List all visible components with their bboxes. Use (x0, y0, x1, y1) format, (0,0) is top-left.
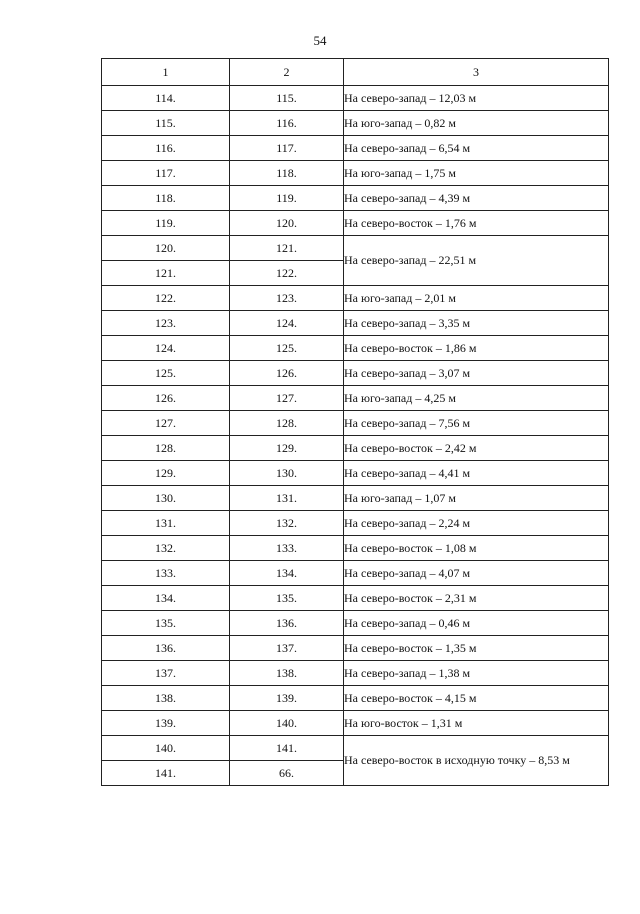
point-from-cell: 141. (102, 761, 230, 786)
point-from-cell: 125. (102, 361, 230, 386)
direction-cell: На северо-восток – 2,31 м (344, 586, 609, 611)
direction-cell: На юго-запад – 1,07 м (344, 486, 609, 511)
point-from-cell: 130. (102, 486, 230, 511)
direction-cell: На северо-восток в исходную точку – 8,53 м (344, 736, 609, 786)
direction-cell: На северо-запад – 3,35 м (344, 311, 609, 336)
table-row (102, 436, 609, 461)
table-row (102, 536, 609, 561)
point-from-cell: 118. (102, 186, 230, 211)
point-to-cell: 133. (230, 536, 344, 561)
table-row (102, 311, 609, 336)
point-to-cell: 124. (230, 311, 344, 336)
point-from-cell: 133. (102, 561, 230, 586)
direction-cell: На северо-запад – 4,07 м (344, 561, 609, 586)
table-row (102, 611, 609, 636)
table-row (102, 636, 609, 661)
table-row (102, 386, 609, 411)
point-to-cell: 139. (230, 686, 344, 711)
point-from-cell: 136. (102, 636, 230, 661)
table-row (102, 661, 609, 686)
table-row (102, 186, 609, 211)
point-from-cell: 137. (102, 661, 230, 686)
point-to-cell: 132. (230, 511, 344, 536)
point-to-cell: 127. (230, 386, 344, 411)
point-from-cell: 122. (102, 286, 230, 311)
direction-cell: На северо-восток – 1,76 м (344, 211, 609, 236)
direction-cell: На северо-восток – 2,42 м (344, 436, 609, 461)
point-from-cell: 128. (102, 436, 230, 461)
page-number: 54 (313, 33, 327, 48)
direction-cell: На северо-запад – 12,03 м (344, 86, 609, 111)
table-header-row (102, 59, 609, 86)
direction-cell: На северо-восток – 4,15 м (344, 686, 609, 711)
point-to-cell: 119. (230, 186, 344, 211)
point-to-cell: 125. (230, 336, 344, 361)
point-to-cell: 116. (230, 111, 344, 136)
point-from-cell: 114. (102, 86, 230, 111)
point-to-cell: 131. (230, 486, 344, 511)
point-from-cell: 131. (102, 511, 230, 536)
table-row (102, 136, 609, 161)
table-row (102, 211, 609, 236)
direction-cell: На северо-восток – 1,08 м (344, 536, 609, 561)
point-to-cell: 117. (230, 136, 344, 161)
point-to-cell: 128. (230, 411, 344, 436)
column-header: 2 (230, 59, 344, 86)
point-from-cell: 132. (102, 536, 230, 561)
table-row (102, 561, 609, 586)
point-from-cell: 120. (102, 236, 230, 261)
point-from-cell: 123. (102, 311, 230, 336)
table-row (102, 461, 609, 486)
direction-cell: На северо-запад – 1,38 м (344, 661, 609, 686)
table-row (102, 236, 609, 261)
point-from-cell: 124. (102, 336, 230, 361)
point-from-cell: 129. (102, 461, 230, 486)
point-to-cell: 121. (230, 236, 344, 261)
point-to-cell: 123. (230, 286, 344, 311)
point-to-cell: 130. (230, 461, 344, 486)
table-row (102, 411, 609, 436)
point-from-cell: 139. (102, 711, 230, 736)
point-from-cell: 140. (102, 736, 230, 761)
table-row (102, 111, 609, 136)
direction-cell: На юго-запад – 0,82 м (344, 111, 609, 136)
point-to-cell: 122. (230, 261, 344, 286)
table-row (102, 86, 609, 111)
table-row (102, 586, 609, 611)
point-to-cell: 129. (230, 436, 344, 461)
direction-cell: На северо-запад – 4,39 м (344, 186, 609, 211)
direction-cell: На северо-запад – 6,54 м (344, 136, 609, 161)
direction-cell: На северо-запад – 0,46 м (344, 611, 609, 636)
direction-cell: На северо-запад – 2,24 м (344, 511, 609, 536)
table-row (102, 736, 609, 761)
point-to-cell: 66. (230, 761, 344, 786)
point-to-cell: 138. (230, 661, 344, 686)
point-from-cell: 121. (102, 261, 230, 286)
point-to-cell: 120. (230, 211, 344, 236)
point-from-cell: 127. (102, 411, 230, 436)
table-row (102, 336, 609, 361)
point-to-cell: 115. (230, 86, 344, 111)
point-to-cell: 126. (230, 361, 344, 386)
table-row (102, 361, 609, 386)
point-from-cell: 135. (102, 611, 230, 636)
table-row (102, 711, 609, 736)
direction-cell: На юго-запад – 2,01 м (344, 286, 609, 311)
point-to-cell: 137. (230, 636, 344, 661)
column-header: 1 (102, 59, 230, 86)
direction-cell: На северо-запад – 22,51 м (344, 236, 609, 286)
point-to-cell: 118. (230, 161, 344, 186)
point-from-cell: 119. (102, 211, 230, 236)
point-to-cell: 135. (230, 586, 344, 611)
table-body (102, 86, 609, 786)
direction-cell: На юго-запад – 4,25 м (344, 386, 609, 411)
direction-cell: На северо-запад – 3,07 м (344, 361, 609, 386)
direction-cell: На северо-запад – 7,56 м (344, 411, 609, 436)
point-from-cell: 126. (102, 386, 230, 411)
point-to-cell: 136. (230, 611, 344, 636)
direction-cell: На северо-восток – 1,86 м (344, 336, 609, 361)
point-to-cell: 134. (230, 561, 344, 586)
point-to-cell: 141. (230, 736, 344, 761)
direction-cell: На юго-запад – 1,75 м (344, 161, 609, 186)
table-row (102, 286, 609, 311)
column-header: 3 (344, 59, 609, 86)
direction-cell: На северо-запад – 4,41 м (344, 461, 609, 486)
point-from-cell: 138. (102, 686, 230, 711)
point-from-cell: 134. (102, 586, 230, 611)
direction-cell: На северо-восток – 1,35 м (344, 636, 609, 661)
table-row (102, 161, 609, 186)
point-to-cell: 140. (230, 711, 344, 736)
boundary-table (101, 58, 609, 786)
point-from-cell: 116. (102, 136, 230, 161)
direction-cell: На юго-восток – 1,31 м (344, 711, 609, 736)
point-from-cell: 115. (102, 111, 230, 136)
point-from-cell: 117. (102, 161, 230, 186)
table-row (102, 511, 609, 536)
table-row (102, 486, 609, 511)
table-row (102, 686, 609, 711)
